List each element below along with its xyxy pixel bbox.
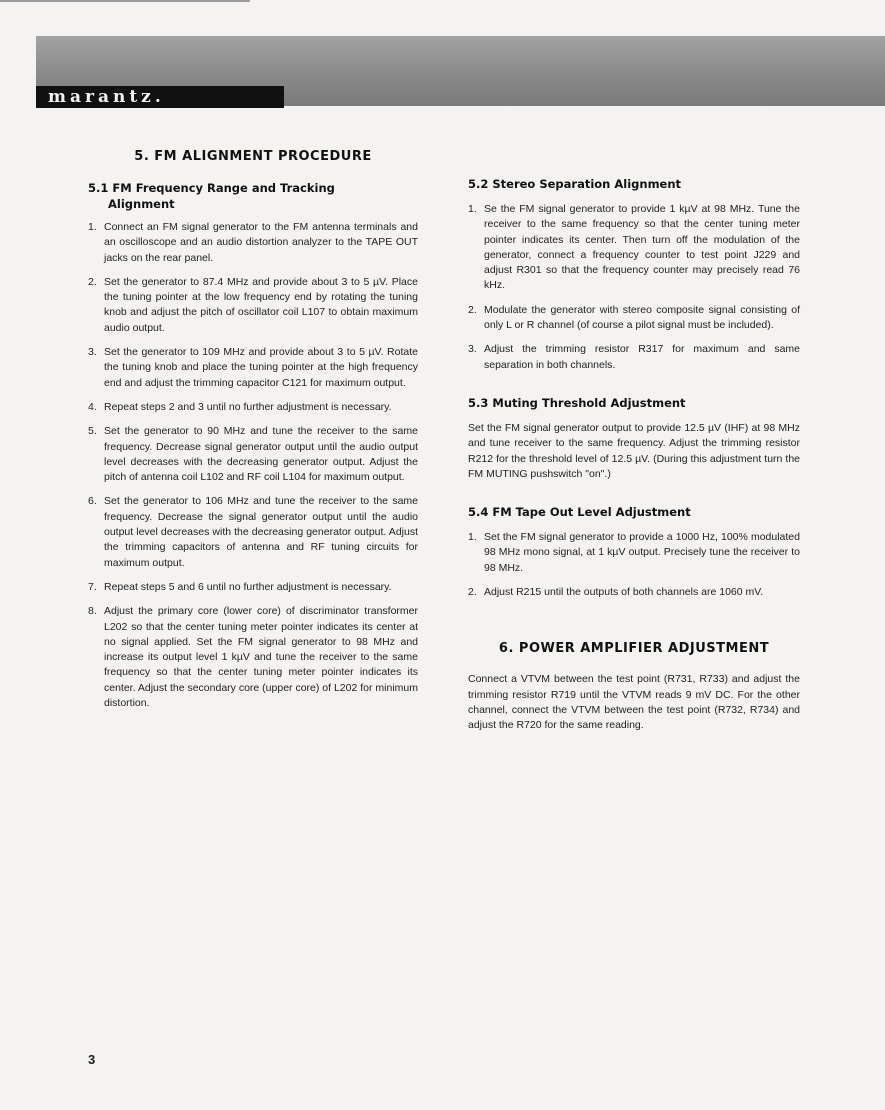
list-item: 3. Set the generator to 109 MHz and provide about 3 to 5 µV. Rotate the tuning knob and place the tuning pointer at the high frequency end and adjust the trimming capacitor C121 for maximum output.	[88, 346, 418, 389]
section-title-power-amplifier: 6. POWER AMPLIFIER ADJUSTMENT	[498, 641, 770, 657]
muting-threshold-paragraph: Set the FM signal generator output to provide 12.5 µV (IHF) at 98 MHz and tune receiver to the same frequency. Adjust the trimming resistor R212 for the threshold level of 12.5 µV. (During this adjustment turn the FM MUTING pushswitch "on".)	[468, 421, 800, 480]
stereo-separation-steps-list	[468, 202, 800, 373]
list-item: 3. Adjust the trimming resistor R317 for maximum and same separation in both channels.	[468, 343, 800, 371]
list-item: 1. Connect an FM signal generator to the FM antenna terminals and an oscilloscope and an audio distortion analyzer to the TAPE OUT jacks on the rear panel.	[88, 221, 418, 264]
top-rule	[0, 0, 250, 2]
list-item: 2. Set the generator to 87.4 MHz and provide about 3 to 5 µV. Place the tuning pointer at the low frequency end by rotating the tuning knob and adjust the pitch of oscillator coil L107 to obtain maximum audio output.	[88, 275, 418, 334]
fm-range-steps-list	[88, 220, 418, 711]
brand-logo-text: marantz.	[48, 86, 165, 107]
subsection-title-line2: Alignment	[108, 197, 175, 211]
list-item: 2. Modulate the generator with stereo composite signal consisting of only L or R channel (of course a pilot signal must be included).	[468, 303, 800, 332]
list-item: 6. Set the generator to 106 MHz and tune the receiver to the same frequency. Decrease the signal generator output until the audio output level decreases with the decreasing generator output. Adjust the trimming capacitors of antenna and RF tuning circuits for maximum output.	[88, 495, 418, 569]
left-column	[88, 148, 418, 711]
list-item: 1. Set the FM signal generator to provide a 1000 Hz, 100% modulated 98 MHz mono signal, at 1 kµV output. Precisely tune the receiver to 98 MHz.	[468, 531, 800, 574]
power-amplifier-paragraph: Connect a VTVM between the test point (R731, R733) and adjust the trimming resistor R719 until the VTVM reads 9 mV DC. For the other channel, connect the VTVM between the test point (R732, R734) and adjust the R720 for the same reading.	[468, 673, 800, 732]
list-item: 4. Repeat steps 2 and 3 until no further adjustment is necessary.	[88, 400, 392, 413]
list-item: 2. Adjust R215 until the outputs of both channels are 1060 mV.	[468, 586, 764, 599]
list-item: 7. Repeat steps 5 and 6 until no further adjustment is necessary.	[88, 580, 392, 593]
list-item: 1. Se the FM signal generator to provide 1 kµV at 98 MHz. Tune the receiver to the same frequency so that the center tuning meter pointer indicates its center. Then turn off the modulation of the generator, connect a frequency counter to test point J229 and adjust R301 so that the frequency counter may precisely read 76 kHz.	[468, 203, 800, 292]
subsection-title-5-4: 5.4 FM Tape Out Level Adjustment	[468, 505, 691, 520]
right-column	[468, 176, 800, 734]
page-number: 3	[88, 1052, 96, 1067]
subsection-title-5-3: 5.3 Muting Threshold Adjustment	[468, 395, 686, 410]
subsection-title-5-2: 5.2 Stereo Separation Alignment	[468, 177, 682, 191]
subsection-number: 5.1	[88, 181, 109, 195]
brand-logo	[36, 86, 284, 108]
list-item: 5. Set the generator to 90 MHz and tune the receiver to the same frequency. Decrease signal generator output until the audio output level decreases with the decreasing generator output. Adjust the pitch of antenna coil L102 and RF coil L104 for maximum output.	[88, 425, 418, 484]
subsection-title-5-1	[88, 180, 418, 212]
subsection-title-line1: FM Frequency Range and Tracking	[112, 181, 335, 195]
tape-out-steps-list	[468, 530, 800, 600]
list-item: 8. Adjust the primary core (lower core) of discriminator transformer L202 so that the center tuning meter pointer indicates its center at no signal applied. Set the FM signal generator to 98 MHz and increase its output level 1 kµV and tune the receiver to the same frequency so that the center tuning meter pointer indicates its center. Adjust the secondary core (upper core) of L202 for minimum distortion.	[88, 605, 418, 710]
section-title-fm-alignment: 5. FM ALIGNMENT PROCEDURE	[134, 149, 372, 164]
